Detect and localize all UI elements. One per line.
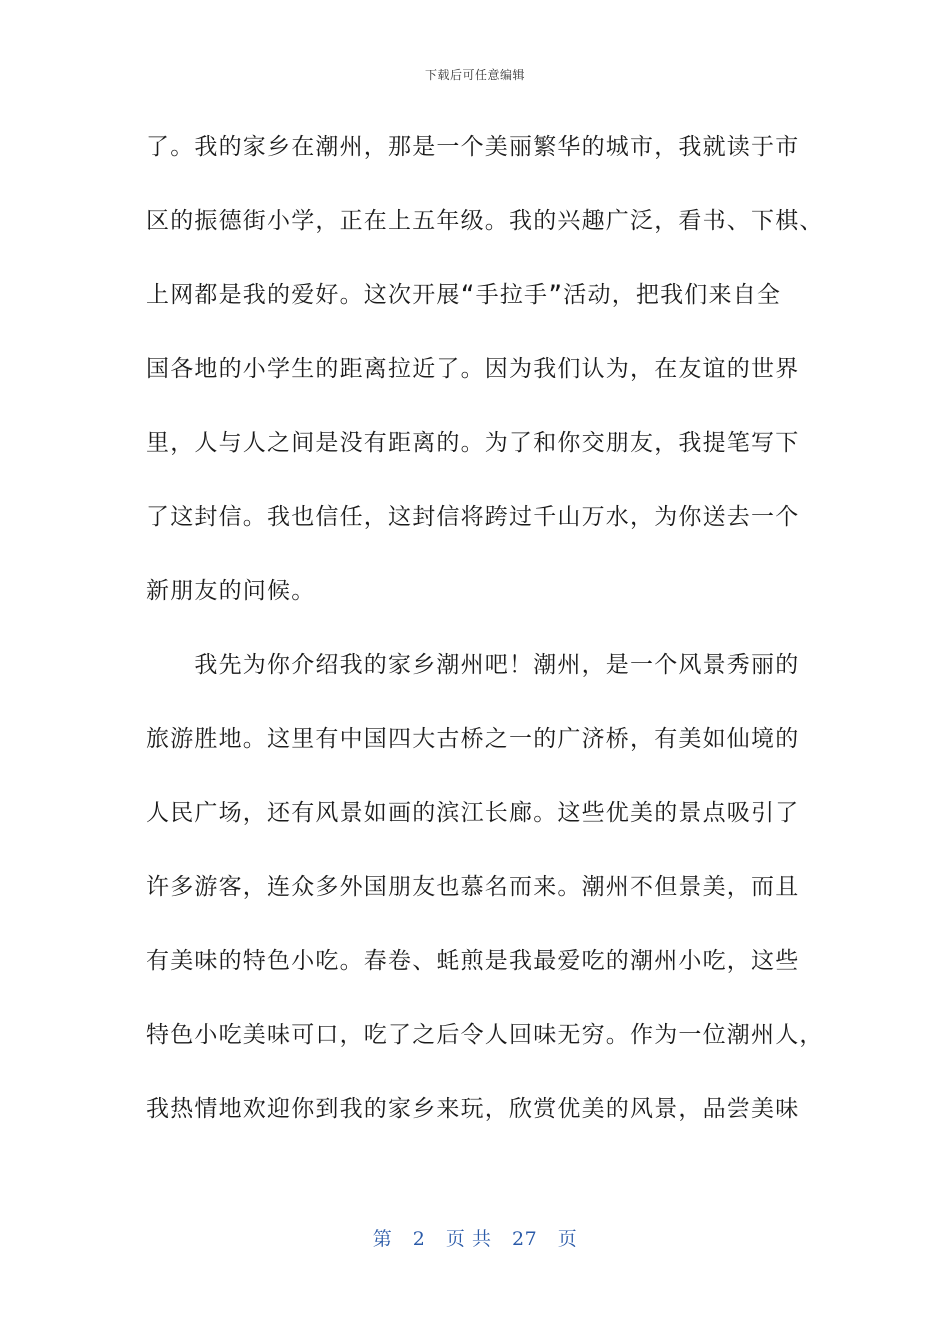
text-line: 我热情地欢迎你到我的家乡来玩，欣赏优美的风景，品尝美味: [146, 1096, 800, 1122]
footer-suffix: 页: [557, 1228, 578, 1250]
body-text: [146, 118, 824, 1154]
text-line: 了这封信。我也信任，这封信将跨过千山万水，为你送去一个: [146, 504, 800, 530]
footer-middle: 页 共: [445, 1228, 492, 1250]
text-line: 有美味的特色小吃。春卷、蚝煎是我最爱吃的潮州小吃，这些: [146, 948, 800, 974]
text-line: 许多游客，连众多外国朋友也慕名而来。潮州不但景美，而且: [146, 874, 800, 900]
footer-page-total: 27: [512, 1228, 538, 1250]
text-line: 国各地的小学生的距离拉近了。因为我们认为，在友谊的世界: [146, 356, 800, 382]
footer-page-current: 2: [412, 1228, 426, 1250]
text-line: 新朋友的问候。: [146, 578, 316, 604]
text-line: 我先为你介绍我的家乡潮州吧！潮州，是一个风景秀丽的: [146, 652, 800, 678]
text-line: 特色小吃美味可口，吃了之后令人回味无穷。作为一位潮州人，: [146, 1022, 824, 1048]
text-line: 人民广场，还有风景如画的滨江长廊。这些优美的景点吸引了: [146, 800, 800, 826]
text-line: 上网都是我的爱好。这次开展“手拉手”活动，把我们来自全: [146, 282, 782, 308]
text-line: 区的振德街小学，正在上五年级。我的兴趣广泛，看书、下棋、: [146, 208, 824, 234]
header-note: 下载后可任意编辑: [424, 68, 525, 82]
text-line: 了。我的家乡在潮州，那是一个美丽繁华的城市，我就读于市: [146, 134, 800, 160]
page-number-footer: [0, 1224, 950, 1251]
text-line: 旅游胜地。这里有中国四大古桥之一的广济桥，有美如仙境的: [146, 726, 800, 752]
footer-prefix: 第: [372, 1228, 393, 1250]
text-line: 里，人与人之间是没有距离的。为了和你交朋友，我提笔写下: [146, 430, 800, 456]
